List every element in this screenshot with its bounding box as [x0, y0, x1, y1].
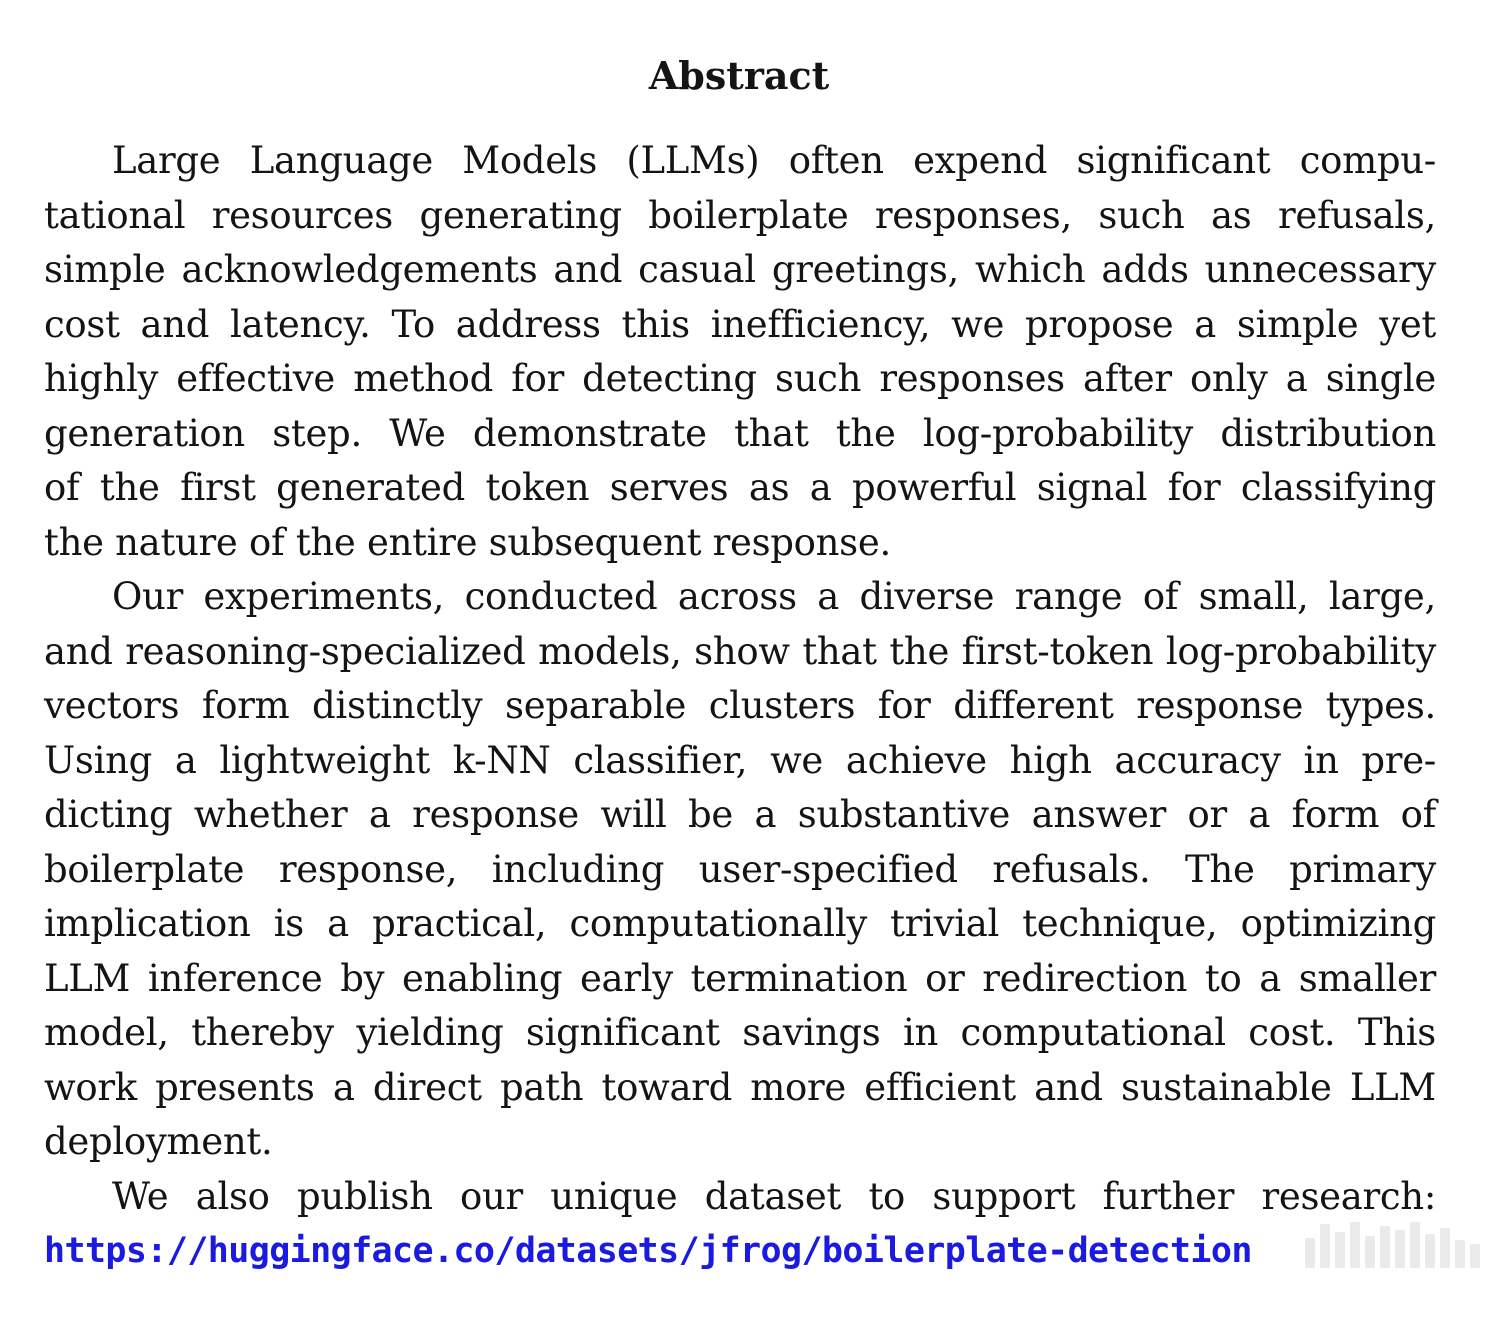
text-line: We also publish our unique dataset to support further research:: [112, 1174, 1436, 1218]
text-line: of the first generated token serves as a powerful signal for classifying: [44, 466, 1436, 509]
text-line: implication is a practical, computationally trivial technique, optimizing: [44, 902, 1436, 945]
text-line: generation step. We demonstrate that the log-probability distribution: [44, 411, 1436, 455]
text-line: Our experiments, conducted across a diverse range of small, large,: [112, 575, 1436, 618]
text-line: and reasoning-specialized models, show that the first-token log-probability: [44, 629, 1436, 673]
text-line: cost and latency. To address this inefficiency, we propose a simple yet: [44, 302, 1436, 346]
text-line: model, thereby yielding significant savings in computational cost. This: [44, 1011, 1436, 1054]
abstract-title: Abstract: [648, 53, 830, 98]
abstract-paragraph-2: [44, 570, 1436, 1170]
text-line: vectors form distinctly separable clusters for different response types.: [44, 684, 1436, 727]
dataset-link[interactable]: https://huggingface.co/datasets/jfrog/boilerplate-detection: [44, 1231, 1252, 1271]
watermark-bars: [1305, 1222, 1480, 1268]
text-line: simple acknowledgements and casual greetings, which adds unnecessary: [44, 248, 1436, 291]
text-line: highly effective method for detecting such responses after only a single: [44, 357, 1436, 400]
text-line: boilerplate response, including user-specified refusals. The primary: [44, 847, 1436, 891]
text-line: deployment.: [44, 1120, 273, 1163]
text-line: dicting whether a response will be a substantive answer or a form of: [44, 793, 1436, 836]
text-line: Large Language Models (LLMs) often expend significant compu-: [112, 139, 1436, 182]
abstract-paragraph-1: [44, 134, 1436, 570]
text-line: Using a lightweight k-NN classifier, we achieve high accuracy in pre-: [44, 738, 1436, 782]
text-line: tational resources generating boilerplate responses, such as refusals,: [44, 193, 1436, 237]
text-line: LLM inference by enabling early termination or redirection to a smaller: [44, 956, 1436, 1000]
abstract-body: [44, 134, 1436, 1279]
text-line: the nature of the entire subsequent response.: [44, 520, 891, 564]
text-line: work presents a direct path toward more efficient and sustainable LLM: [44, 1065, 1436, 1109]
abstract-paragraph-3: [44, 1170, 1436, 1279]
